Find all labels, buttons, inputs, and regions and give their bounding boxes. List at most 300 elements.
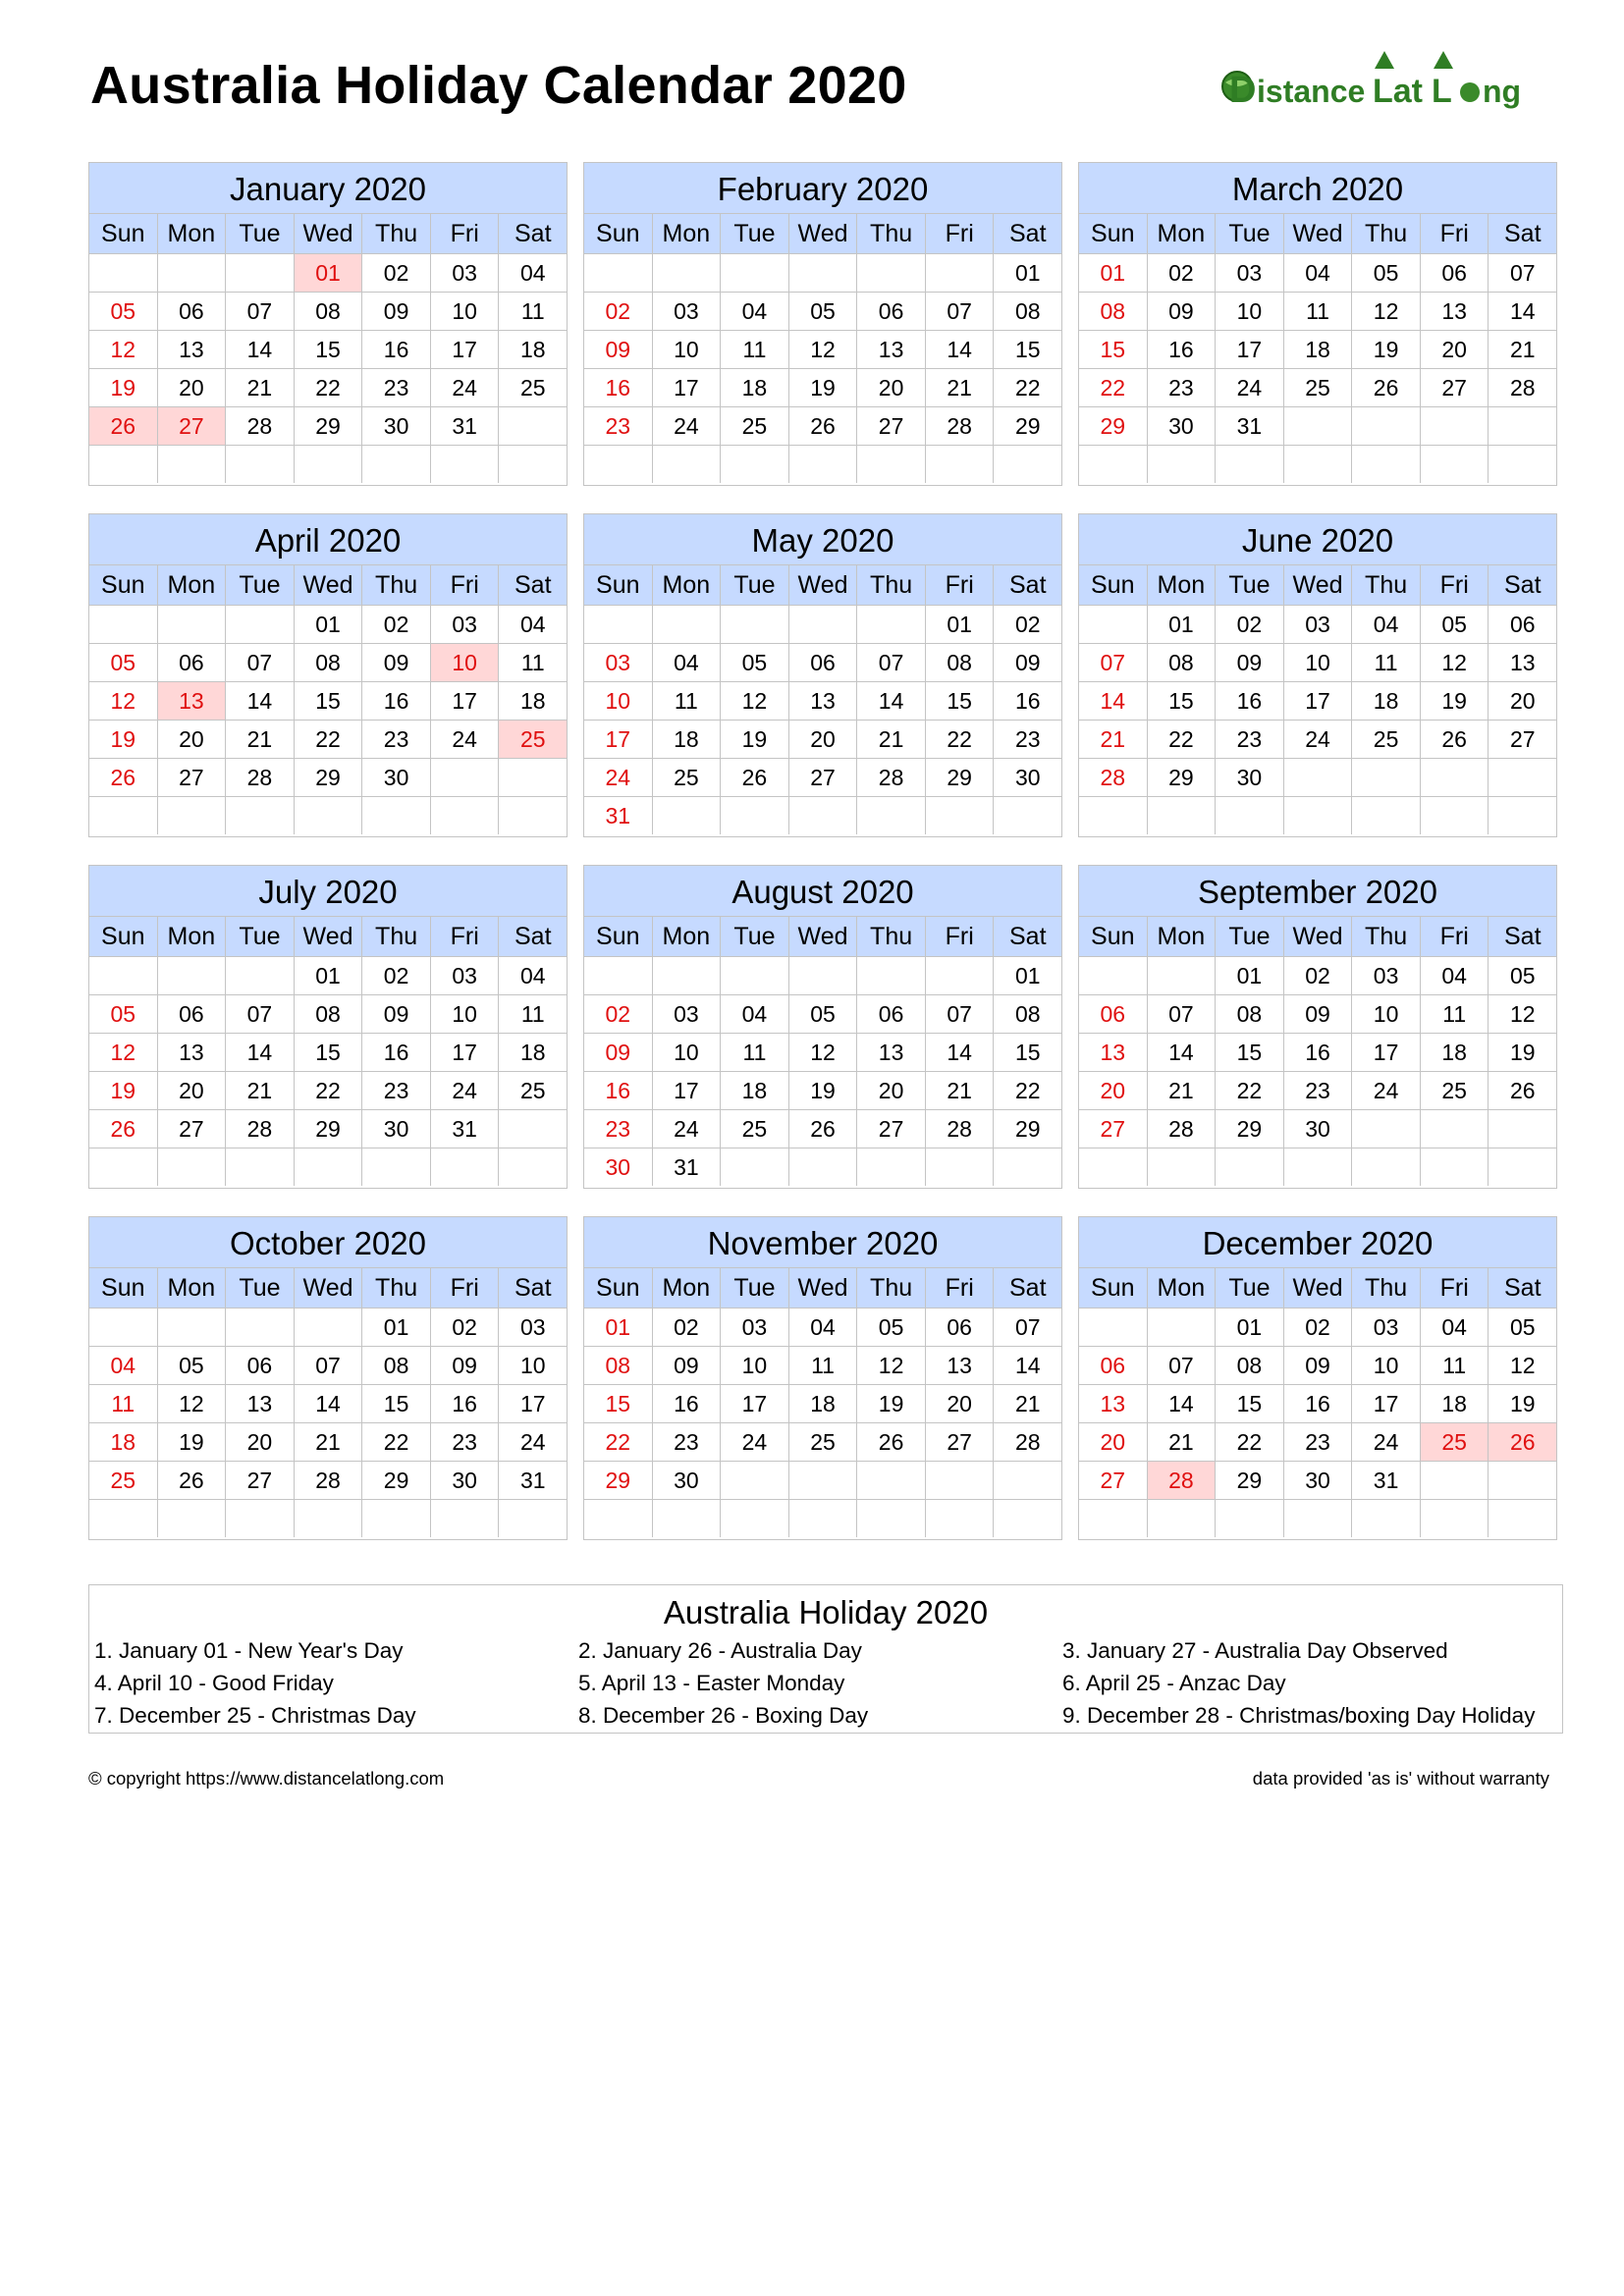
day-cell: 01 [295,957,363,994]
day-cell: 21 [226,1072,295,1109]
empty-day-cell [1216,1500,1284,1537]
week-row [1079,1346,1556,1384]
holiday-item: 2. January 26 - Australia Day [578,1638,862,1663]
empty-day-cell [857,254,926,292]
empty-day-cell [653,1500,722,1537]
day-cell: 04 [519,260,546,286]
weekday-label: Mon [653,1268,722,1308]
day-cell: 03 [721,1308,789,1346]
month-calendar [1078,513,1557,837]
day-cell: 26 [1489,1423,1556,1461]
week-row [584,330,1061,368]
empty-day-cell [1216,1148,1284,1186]
empty-day-cell [158,1148,227,1186]
day-cell: 12 [789,1034,858,1071]
day-cell: 20 [1421,331,1489,368]
day-cell: 31 [1352,1462,1421,1499]
month-title: November 2020 [584,1217,1061,1268]
empty-day-cell [362,1148,431,1186]
day-cell: 17 [519,1391,546,1416]
day-cell: 30 [1284,1110,1353,1148]
day-cell: 06 [158,644,227,681]
day-cell: 18 [519,688,546,714]
day-cell: 26 [857,1423,926,1461]
day-cell: 14 [226,1034,295,1071]
day-cell: 24 [431,721,500,758]
day-cell: 29 [1148,759,1217,796]
day-cell: 20 [158,1072,227,1109]
empty-day-cell [1352,407,1421,445]
week-row [89,1308,567,1346]
day-cell: 11 [1421,995,1489,1033]
weekday-label: Fri [431,214,500,253]
month-calendar [88,162,568,486]
day-cell: 11 [789,1347,858,1384]
weekday-label: Fri [926,214,995,253]
day-cell: 06 [158,293,227,330]
weekday-header [1079,1268,1556,1308]
empty-day-cell [721,1148,789,1186]
empty-day-cell [994,1148,1061,1186]
distancelatlong-logo [1210,41,1543,118]
day-cell: 10 [653,331,722,368]
empty-day-cell [857,957,926,994]
day-cell: 18 [653,721,722,758]
week-row [584,1384,1061,1422]
disclaimer-text: data provided 'as is' without warranty [1252,1768,1549,1789]
empty-day-cell [857,606,926,643]
day-cell: 24 [431,369,500,406]
day-cell: 19 [158,1423,227,1461]
day-cell: 26 [89,1110,158,1148]
day-cell: 11 [721,1034,789,1071]
day-cell: 26 [89,759,158,796]
day-cell: 27 [158,759,227,796]
day-cell: 07 [1509,260,1536,286]
day-cell: 28 [1148,1110,1217,1148]
day-cell: 04 [1352,606,1421,643]
week-row [584,643,1061,681]
month-title: January 2020 [89,163,567,214]
day-cell: 31 [1216,407,1284,445]
day-cell: 09 [1216,644,1284,681]
day-cell: 01 [1079,254,1148,292]
day-cell: 05 [89,293,158,330]
day-cell: 05 [721,644,789,681]
week-row [1079,681,1556,720]
day-cell: 22 [584,1423,653,1461]
weekday-label: Sun [89,565,158,605]
empty-day-cell [1489,1110,1556,1148]
day-cell: 09 [1284,995,1353,1033]
day-cell: 15 [1216,1385,1284,1422]
weekday-label: Sun [89,214,158,253]
empty-day-cell [721,797,789,834]
empty-day-cell [653,797,722,834]
empty-day-cell [926,1462,995,1499]
day-cell: 25 [519,1078,546,1103]
day-cell: 08 [295,644,363,681]
empty-day-cell [994,797,1061,834]
day-cell: 06 [1079,1347,1148,1384]
day-cell: 20 [158,721,227,758]
day-cell: 08 [1014,298,1041,324]
weekday-label: Sun [89,917,158,956]
day-cell: 03 [519,1314,546,1340]
weekday-label: Thu [362,1268,431,1308]
day-cell: 09 [1148,293,1217,330]
empty-day-cell [1489,1500,1556,1537]
empty-day-cell [584,446,653,483]
week-row [584,368,1061,406]
holiday-item: 4. April 10 - Good Friday [94,1671,334,1695]
day-cell: 28 [1509,375,1536,400]
day-cell: 06 [857,995,926,1033]
day-cell: 19 [1421,682,1489,720]
day-cell: 02 [362,957,431,994]
day-cell: 26 [721,759,789,796]
day-cell: 25 [1352,721,1421,758]
day-cell: 27 [857,407,926,445]
weekday-label: Tue [226,214,295,253]
weekday-label: Sun [584,214,653,253]
day-cell: 05 [789,995,858,1033]
empty-day-cell [1421,407,1489,445]
empty-day-cell [926,797,995,834]
month-calendar [1078,865,1557,1189]
copyright-text: © copyright https://www.distancelatlong.com [88,1768,445,1789]
svg-text:L: L [1432,73,1452,110]
day-cell: 21 [295,1423,363,1461]
day-cell: 07 [1148,1347,1217,1384]
weekday-label: Sun [584,917,653,956]
day-cell: 13 [158,682,227,720]
day-cell: 13 [857,1034,926,1071]
empty-day-cell [499,1110,567,1148]
empty-day-cell [295,1148,363,1186]
week-row [1079,1109,1556,1148]
empty-day-cell [1148,957,1217,994]
day-cell: 11 [1284,293,1353,330]
day-cell: 28 [926,407,995,445]
week-row [1079,956,1556,994]
day-cell: 20 [158,369,227,406]
empty-day-cell [994,446,1061,483]
day-cell: 01 [1014,963,1041,988]
weekday-label: Tue [1216,214,1284,253]
week-row [1079,368,1556,406]
empty-day-cell [1352,446,1421,483]
svg-text:D: D [1229,70,1257,111]
day-cell: 15 [1216,1034,1284,1071]
empty-day-cell [362,797,431,834]
empty-day-cell [1489,1148,1556,1186]
day-cell: 23 [653,1423,722,1461]
day-cell: 07 [1014,1314,1041,1340]
day-cell: 02 [1284,1308,1353,1346]
day-cell: 13 [789,682,858,720]
day-cell: 12 [1352,293,1421,330]
day-cell: 17 [431,331,500,368]
week-row [584,796,1061,834]
empty-day-cell [1079,957,1148,994]
day-cell: 14 [1148,1034,1217,1071]
month-title: July 2020 [89,866,567,917]
day-cell: 24 [1352,1072,1421,1109]
day-cell: 26 [1421,721,1489,758]
day-cell: 20 [857,369,926,406]
day-cell: 04 [789,1308,858,1346]
day-cell: 22 [1014,375,1041,400]
day-cell: 16 [1284,1385,1353,1422]
day-cell: 15 [1148,682,1217,720]
day-cell: 06 [226,1347,295,1384]
day-cell: 30 [1148,407,1217,445]
day-cell: 19 [89,721,158,758]
day-cell: 26 [89,407,158,445]
day-cell: 23 [1216,721,1284,758]
empty-day-cell [994,1462,1061,1499]
weekday-label: Wed [789,214,858,253]
holiday-item: 8. December 26 - Boxing Day [578,1703,869,1728]
day-cell: 06 [1421,254,1489,292]
weekday-label: Thu [362,214,431,253]
weekday-label: Tue [226,1268,295,1308]
day-cell: 13 [1421,293,1489,330]
empty-day-cell [994,1500,1061,1537]
day-cell: 22 [362,1423,431,1461]
day-cell: 31 [653,1148,722,1186]
empty-day-cell [1216,446,1284,483]
day-cell: 03 [653,995,722,1033]
weekday-label: Tue [226,917,295,956]
day-cell: 23 [362,721,431,758]
day-cell: 07 [295,1347,363,1384]
day-cell: 14 [226,682,295,720]
weekday-label: Sat [1503,1274,1542,1302]
day-cell: 14 [1079,682,1148,720]
day-cell: 12 [89,682,158,720]
empty-day-cell [295,446,363,483]
weekday-header [89,1268,567,1308]
day-cell: 13 [857,331,926,368]
day-cell: 08 [295,293,363,330]
month-calendar [583,865,1062,1189]
day-cell: 16 [584,369,653,406]
empty-day-cell [1352,759,1421,796]
day-cell: 18 [1421,1385,1489,1422]
weekday-label: Thu [857,917,926,956]
day-cell: 11 [653,682,722,720]
day-cell: 11 [1352,644,1421,681]
empty-day-cell [721,1500,789,1537]
day-cell: 19 [789,1072,858,1109]
empty-day-cell [295,1308,363,1346]
weekday-header [584,214,1061,253]
holiday-list-title: Australia Holiday 2020 [663,1594,989,1630]
day-cell: 20 [226,1423,295,1461]
week-row [584,292,1061,330]
weekday-label: Sat [1008,571,1047,599]
day-cell: 10 [519,1353,546,1378]
empty-day-cell [431,759,500,796]
day-cell: 04 [519,612,546,637]
empty-day-cell [721,957,789,994]
day-cell: 30 [362,407,431,445]
week-row [1079,1148,1556,1186]
day-cell: 22 [295,369,363,406]
day-cell: 22 [295,1072,363,1109]
day-cell: 04 [519,963,546,988]
empty-day-cell [89,606,158,643]
day-cell: 30 [653,1462,722,1499]
weekday-label: Fri [1421,565,1489,605]
month-calendar [583,513,1062,837]
weekday-label: Sun [584,1268,653,1308]
day-cell: 14 [926,331,995,368]
day-cell: 21 [226,721,295,758]
day-cell: 29 [584,1462,653,1499]
empty-day-cell [1148,1500,1217,1537]
weekday-label: Tue [1216,917,1284,956]
weekday-label: Mon [1148,917,1217,956]
weekday-label: Sun [89,1268,158,1308]
weekday-label: Sat [514,220,552,247]
weekday-label: Mon [158,214,227,253]
empty-day-cell [1421,1110,1489,1148]
day-cell: 28 [1014,1429,1041,1455]
day-cell: 05 [1509,963,1536,988]
weekday-label: Fri [431,917,500,956]
day-cell: 26 [158,1462,227,1499]
weekday-label: Mon [653,917,722,956]
week-row [89,1499,567,1537]
week-row [89,292,567,330]
empty-day-cell [1421,446,1489,483]
weekday-label: Tue [226,565,295,605]
day-cell: 24 [721,1423,789,1461]
empty-day-cell [499,407,567,445]
weekday-label: Sat [1008,1274,1047,1302]
week-row [89,643,567,681]
empty-day-cell [1079,1308,1148,1346]
week-row [89,368,567,406]
week-row [584,956,1061,994]
day-cell: 15 [926,682,995,720]
day-cell: 15 [1014,1040,1041,1065]
empty-day-cell [584,606,653,643]
week-row [89,605,567,643]
day-cell: 02 [653,1308,722,1346]
weekday-label: Sat [1503,923,1542,950]
empty-day-cell [653,957,722,994]
month-title: December 2020 [1079,1217,1556,1268]
week-row [1079,1384,1556,1422]
week-row [1079,720,1556,758]
day-cell: 02 [584,293,653,330]
day-cell: 25 [721,1110,789,1148]
day-cell: 31 [519,1468,546,1493]
day-cell: 08 [1216,995,1284,1033]
day-cell: 10 [653,1034,722,1071]
empty-day-cell [653,446,722,483]
weekday-label: Mon [1148,214,1217,253]
day-cell: 13 [158,331,227,368]
day-cell: 19 [1352,331,1421,368]
empty-day-cell [89,254,158,292]
day-cell: 06 [926,1308,995,1346]
empty-day-cell [431,1500,500,1537]
week-row [584,994,1061,1033]
weekday-label: Fri [926,1268,995,1308]
day-cell: 12 [721,682,789,720]
day-cell: 25 [789,1423,858,1461]
weekday-label: Wed [789,917,858,956]
day-cell: 22 [926,721,995,758]
empty-day-cell [1216,797,1284,834]
weekday-label: Sat [1008,220,1047,247]
weekday-label: Mon [158,1268,227,1308]
day-cell: 22 [1014,1078,1041,1103]
empty-day-cell [362,1500,431,1537]
month-title: April 2020 [89,514,567,565]
day-cell: 06 [158,995,227,1033]
weekday-label: Sun [584,565,653,605]
week-row [1079,1499,1556,1537]
day-cell: 27 [789,759,858,796]
week-row [89,1461,567,1499]
day-cell: 13 [1079,1385,1148,1422]
weekday-label: Mon [158,565,227,605]
empty-day-cell [653,606,722,643]
empty-day-cell [1489,446,1556,483]
empty-day-cell [1284,797,1353,834]
holiday-list-panel [88,1584,1563,1734]
day-cell: 28 [1148,1462,1217,1499]
day-cell: 03 [1352,957,1421,994]
day-cell: 15 [295,682,363,720]
day-cell: 25 [89,1462,158,1499]
day-cell: 05 [1421,606,1489,643]
weekday-label: Thu [1352,214,1421,253]
day-cell: 30 [431,1462,500,1499]
day-cell: 18 [89,1423,158,1461]
empty-day-cell [857,1148,926,1186]
day-cell: 31 [431,407,500,445]
empty-day-cell [431,1148,500,1186]
day-cell: 30 [1014,765,1041,790]
weekday-header [584,917,1061,956]
month-title: May 2020 [584,514,1061,565]
day-cell: 27 [158,1110,227,1148]
day-cell: 10 [1352,1347,1421,1384]
week-row [89,330,567,368]
day-cell: 04 [653,644,722,681]
empty-day-cell [1148,1308,1217,1346]
day-cell: 09 [584,331,653,368]
day-cell: 16 [362,682,431,720]
empty-day-cell [226,1308,295,1346]
day-cell: 12 [1509,1001,1536,1027]
weekday-label: Thu [857,214,926,253]
day-cell: 31 [431,1110,500,1148]
day-cell: 23 [584,407,653,445]
empty-day-cell [1489,407,1556,445]
day-cell: 01 [295,606,363,643]
empty-day-cell [89,1148,158,1186]
weekday-label: Sat [1503,220,1542,247]
day-cell: 01 [1014,260,1041,286]
